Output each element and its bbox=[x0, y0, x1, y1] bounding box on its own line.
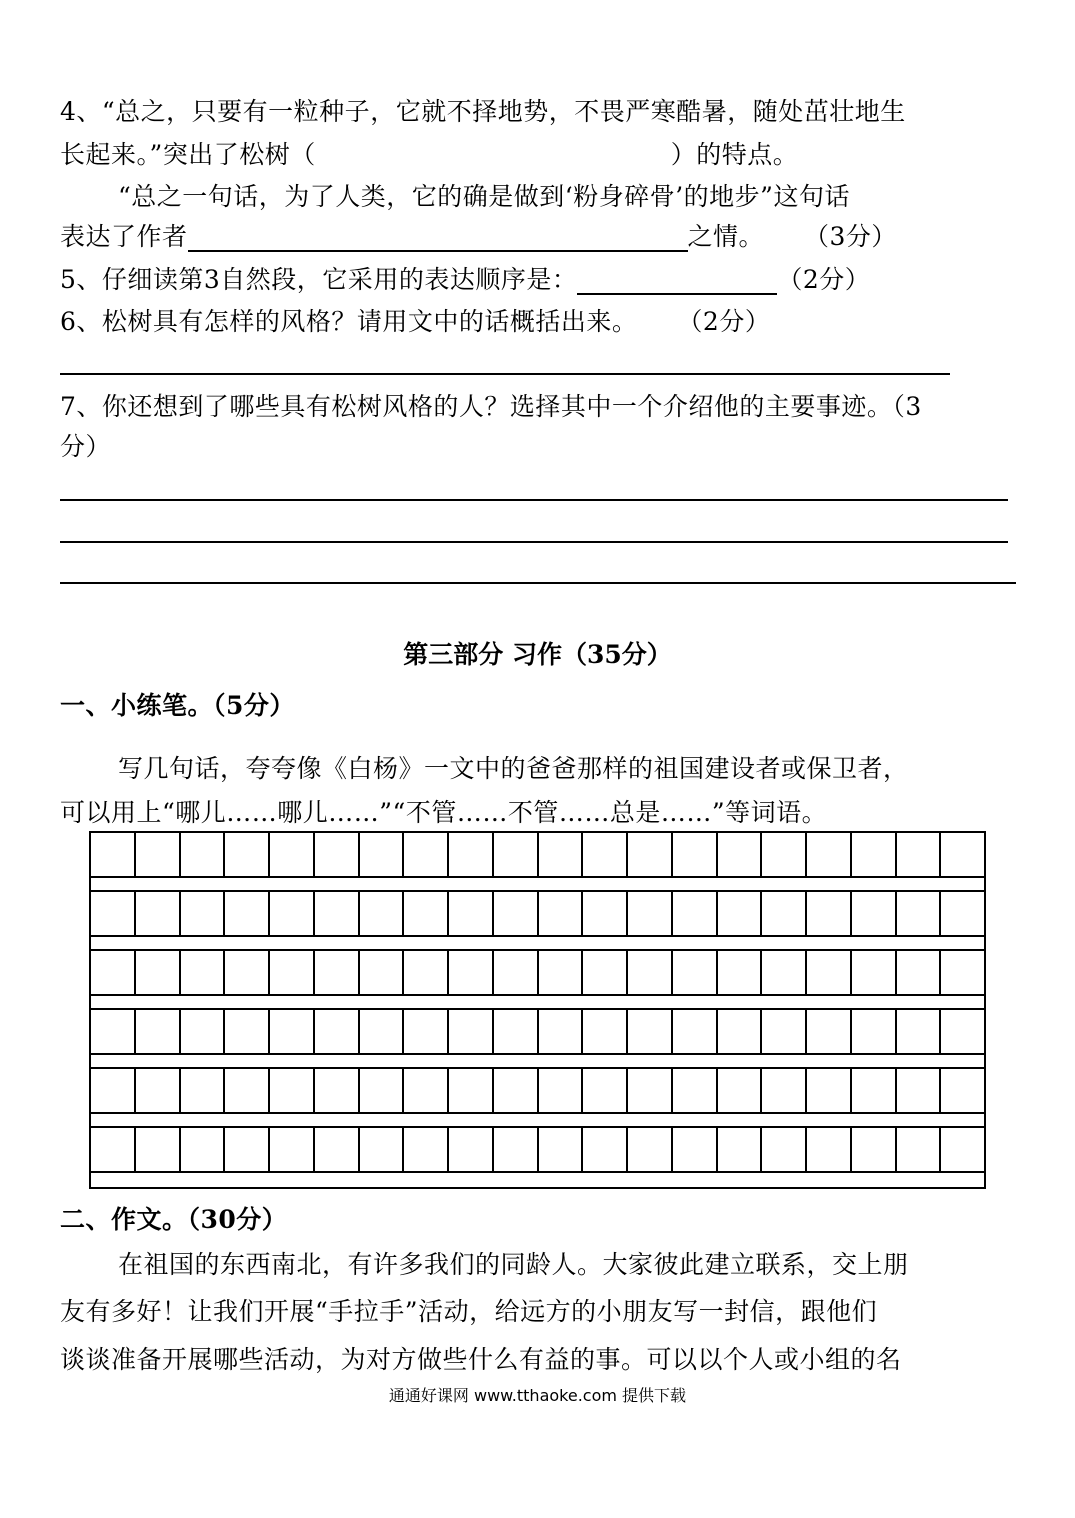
q6-line bbox=[60, 307, 770, 337]
sec2-line2: 友有多好！让我们开展“手拉手”活动，给远方的小朋友写一封信，跟他们 bbox=[60, 1297, 878, 1326]
sec2-line3: 谈谈准备开展哪些活动，为对方做些什么有益的事。可以以个人或小组的名 bbox=[60, 1345, 902, 1374]
q4-answer-blank[interactable] bbox=[188, 222, 688, 252]
q5-line bbox=[60, 265, 870, 295]
sec1-line2: 可以用上“哪儿……哪儿……”“不管……不管……总是……”等词语。 bbox=[60, 798, 828, 827]
q6-score: （2分） bbox=[677, 307, 771, 336]
part3-title: 第三部分 习作（35分） bbox=[403, 640, 672, 669]
q4-score: （3分） bbox=[804, 222, 897, 251]
q5-text: 5、仔细读第3自然段，它采用的表达顺序是： bbox=[60, 265, 578, 294]
writing-grid[interactable] bbox=[89, 831, 986, 1189]
q7-answer-line-1[interactable] bbox=[60, 499, 1008, 501]
grid-gap bbox=[91, 937, 984, 951]
grid-row bbox=[91, 1010, 984, 1055]
sec1-heading: 一、小练笔。（5分） bbox=[60, 691, 295, 720]
q7-answer-line-3[interactable] bbox=[60, 582, 1016, 584]
q6-text: 6、松树具有怎样的风格？请用文中的话概括出来。 bbox=[60, 307, 638, 336]
sec2-line1: 在祖国的东西南北，有许多我们的同龄人。大家彼此建立联系，交上朋 bbox=[118, 1250, 909, 1279]
q5-answer-blank[interactable] bbox=[577, 265, 777, 295]
q7-answer-line-2[interactable] bbox=[60, 541, 1008, 543]
q4-line4-end: 之情。 bbox=[687, 222, 765, 251]
q4-line4-start: 表达了作者 bbox=[60, 222, 188, 251]
q4-line2-end: ）的特点。 bbox=[670, 140, 799, 169]
q7-line1: 7、你还想到了哪些具有松树风格的人？选择其中一个介绍他的主要事迹。（3 bbox=[60, 392, 922, 421]
q6-answer-line[interactable] bbox=[60, 373, 950, 375]
sec2-heading: 二、作文。（30分） bbox=[60, 1205, 288, 1234]
grid-row bbox=[91, 1069, 984, 1114]
grid-gap bbox=[91, 878, 984, 892]
q4-line2 bbox=[60, 140, 798, 170]
sec1-line1: 写几句话，夸夸像《白杨》一文中的爸爸那样的祖国建设者或保卫者， bbox=[118, 754, 909, 783]
q7-line2: 分） bbox=[60, 432, 112, 461]
footer-credit: 通通好课网 www.tthaoke.com 提供下载 bbox=[388, 1386, 687, 1405]
q4-line3: “总之一句话，为了人类，它的确是做到‘粉身碎骨’的地步”这句话 bbox=[118, 182, 850, 211]
q4-line2-start: 长起来。”突出了松树（ bbox=[60, 140, 316, 169]
q4-line4 bbox=[60, 222, 897, 252]
grid-gap bbox=[91, 1055, 984, 1069]
q4-line1: 4、“总之，只要有一粒种子，它就不择地势，不畏严寒酷暑，随处茁壮地生 bbox=[60, 97, 906, 126]
grid-row bbox=[91, 1128, 984, 1173]
grid-row bbox=[91, 833, 984, 878]
grid-gap bbox=[91, 1114, 984, 1128]
grid-row bbox=[91, 951, 984, 996]
grid-gap bbox=[91, 1173, 984, 1187]
grid-gap bbox=[91, 996, 984, 1010]
grid-row bbox=[91, 892, 984, 937]
q5-score: （2分） bbox=[777, 265, 871, 294]
